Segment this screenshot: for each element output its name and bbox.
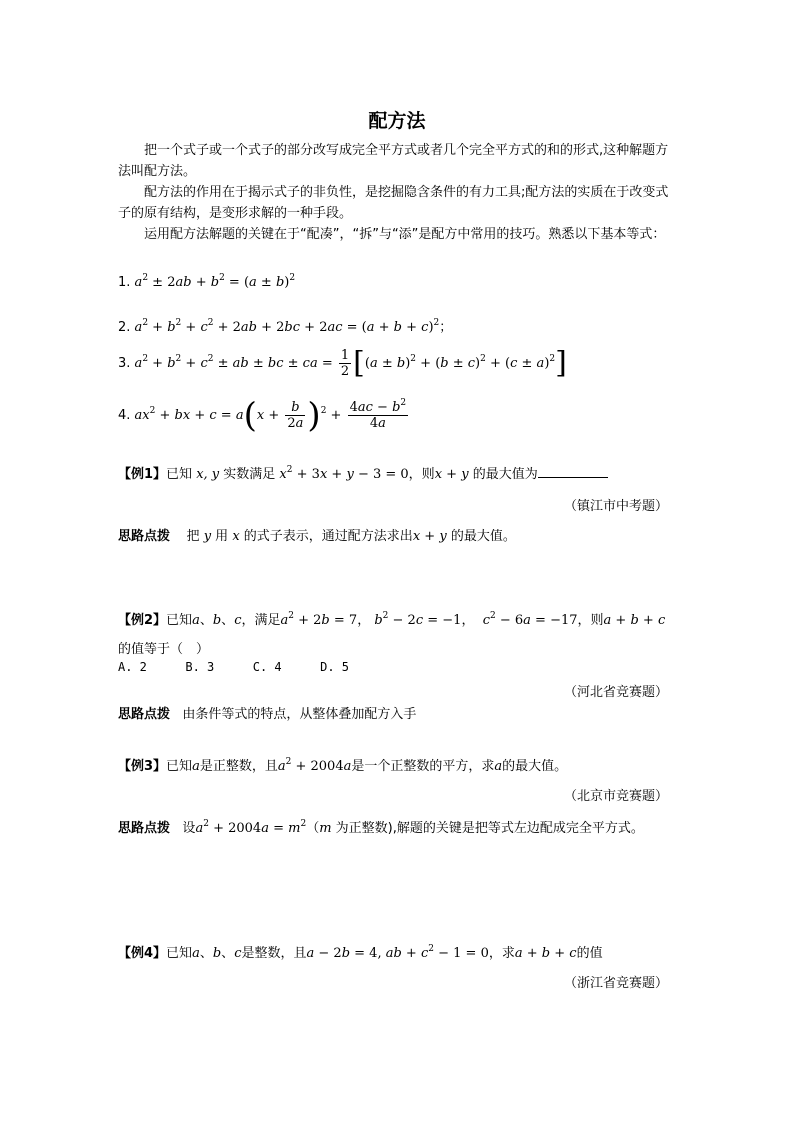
- intro-paragraph-3: 运用配方法解题的关键在于“配凑”，“拆”与“添”是配方中常用的技巧。熟悉以下基本等式：: [144, 227, 666, 242]
- example-2-hint: 思路点拨 由条件等式的特点，从整体叠加配方入手: [118, 707, 417, 722]
- intro-paragraph-2: 配方法的作用在于揭示式子的非负性，是挖掘隐含条件的有力工具;配方法的实质在于改变式子的原有结构，是变形求解的一种手段。: [118, 185, 669, 221]
- option-a: A. 2: [118, 660, 147, 674]
- example-3-question: 【例3】已知a是正整数，且$a^2 + 2004a$是一个正整数的平方，求a的最大值。: [118, 757, 568, 774]
- example-3-source: （北京市竞赛题）: [563, 789, 668, 804]
- example-3-hint: 思路点拨 设$a^2 + 2004a = m^2(m$ 为正整数),解题的关键是把等式左边配成完全平方式。: [118, 819, 644, 836]
- example-1-hint: 思路点拨 把 y 用 x 的式子表示，通过配方法求出x + y 的最大值。: [118, 529, 516, 544]
- intro-paragraph-1: 把一个式子或一个式子的部分改写成完全平方式或者几个完全平方式的和的形式,这种解题方法叫配方法。: [118, 143, 669, 179]
- answer-blank[interactable]: [538, 465, 608, 478]
- example-1-question: 【例1】已知 x, y 实数满足 $x^2 + 3x + y - 3 = 0$，则x + y 的最大值为: [118, 463, 608, 482]
- formula-1: 1. $a^2 \pm 2ab + b^2 = (a \pm b)^2$: [118, 273, 296, 290]
- example-2-question-cont: 的值等于（ ）: [118, 642, 210, 657]
- option-c: C. 4: [252, 660, 282, 674]
- formula-3: 3. $a^2 + b^2 + c^2$ ± ab ± bc ± ca = $\frac{1}{2}$ $[(a \pm b)^2 + (b \pm c)^2 + (c \pm a)^2]$: [118, 345, 567, 381]
- example-4-source: （浙江省竞赛题）: [563, 976, 668, 991]
- formula-4: 4. $ax^2$ + bx + c = a(x + $\frac{b}{2a}$ )$^2$ + $\frac{4ac - b^2}{4a}$: [118, 395, 407, 436]
- example-4-question: 【例4】已知a、b、c是整数，且a − 2b = 4, ab + $c^2 - 1 = 0$，求a + b + c的值: [118, 944, 603, 961]
- example-2-question: 【例2】已知a、b、c，满足$a^2 + 2b = 7$， $b^2 - 2c = -1$， $c^2 - 6a = -17$，则a + b + c: [118, 611, 666, 628]
- option-d: D. 5: [320, 660, 350, 674]
- example-2-source: （河北省竞赛题）: [563, 685, 668, 700]
- example-2-options: [118, 660, 349, 674]
- page-title: 配方法: [368, 110, 426, 132]
- example-1-source: （镇江市中考题）: [563, 499, 668, 514]
- formula-2: 2. $a^2 + b^2 + c^2 + 2ab + 2bc + 2ac = (a + b + c)^2$；: [118, 318, 453, 335]
- option-b: B. 3: [185, 660, 215, 674]
